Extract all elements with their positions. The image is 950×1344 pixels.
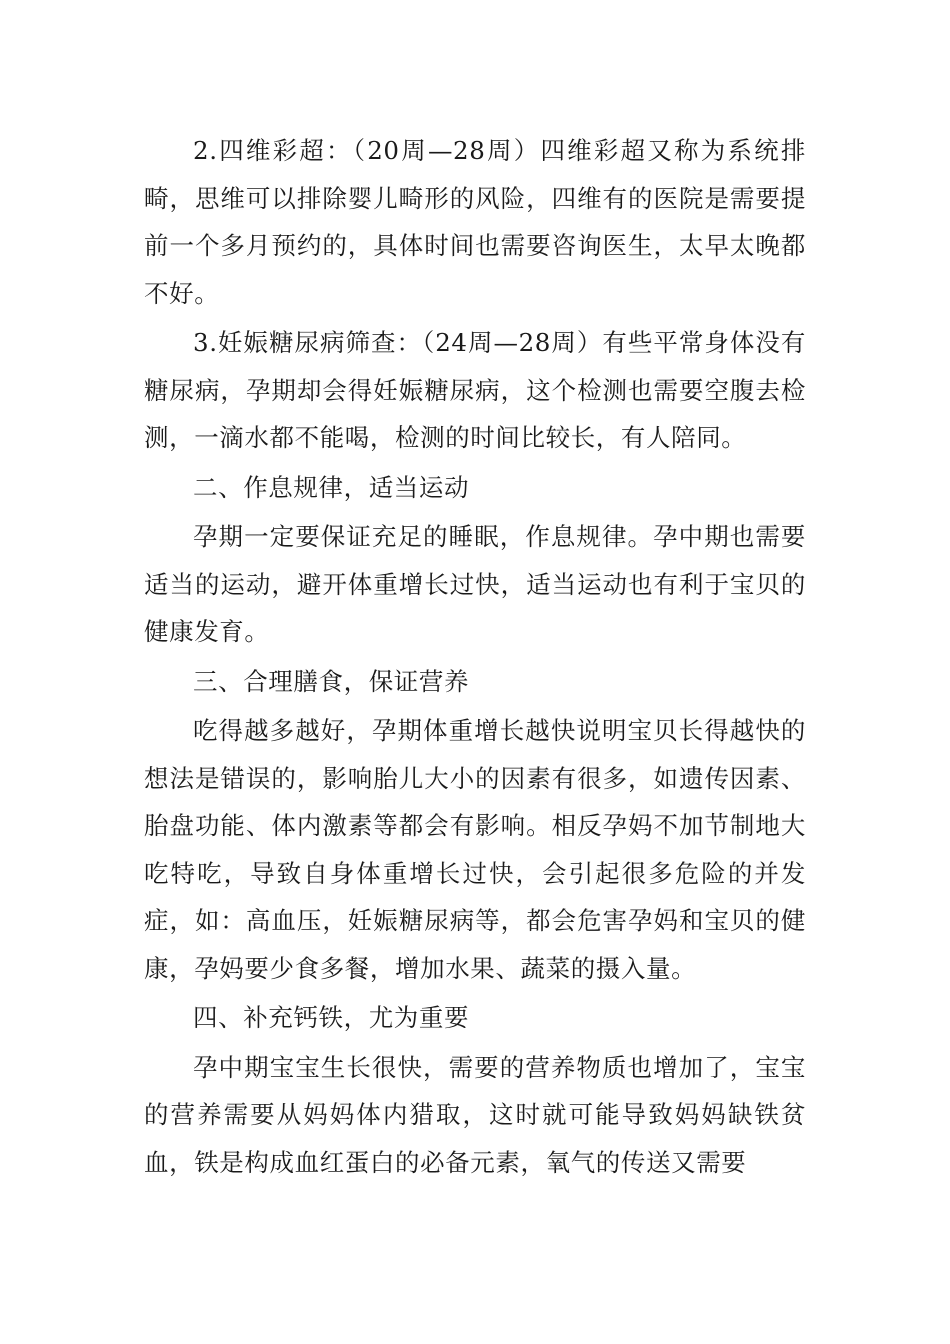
paragraph-gestational-diabetes-screening: 3.妊娠糖尿病筛查：（24周—28周）有些平常身体没有糖尿病，孕期却会得妊娠糖尿病，这个检测也需要空腹去检测，一滴水都不能喝，检测的时间比较长，有人陪同。 [144, 328, 806, 452]
paragraph-four-d-ultrasound: 2.四维彩超：（20周—28周）四维彩超又称为系统排畸，思维可以排除婴儿畸形的风险，四维有的医院是需要提前一个多月预约的，具体时间也需要咨询医生，太早太晚都不好。 [144, 136, 806, 308]
paragraph-diet-nutrition: 吃得越多越好，孕期体重增长越快说明宝贝长得越快的想法是错误的，影响胎儿大小的因素有很多，如遗传因素、胎盘功能、体内激素等都会有影响。相反孕妈不加节制地大吃特吃，导致自身体重增长过快，会引起很多危险的并发症，如：高血压，妊娠糖尿病等，都会危害孕妈和宝贝的健康，孕妈要少食多餐，增加水果、蔬菜的摄入量。 [144, 716, 806, 983]
document-body [144, 127, 806, 1188]
section-heading-rest-and-exercise: 二、作息规律，适当运动 [193, 472, 470, 502]
section-heading-calcium-iron: 四、补充钙铁，尤为重要 [193, 1003, 470, 1032]
paragraph-rest-and-exercise: 孕期一定要保证充足的睡眠，作息规律。孕中期也需要适当的运动，避开体重增长过快，适当运动也有利于宝贝的健康发育。 [144, 522, 806, 646]
section-heading-diet-nutrition: 三、合理膳食，保证营养 [193, 666, 470, 696]
paragraph-calcium-iron: 孕中期宝宝生长很快，需要的营养物质也增加了，宝宝的营养需要从妈妈体内猎取，这时就可能导致妈妈缺铁贫血，铁是构成血红蛋白的必备元素，氧气的传送又需要 [144, 1052, 806, 1177]
